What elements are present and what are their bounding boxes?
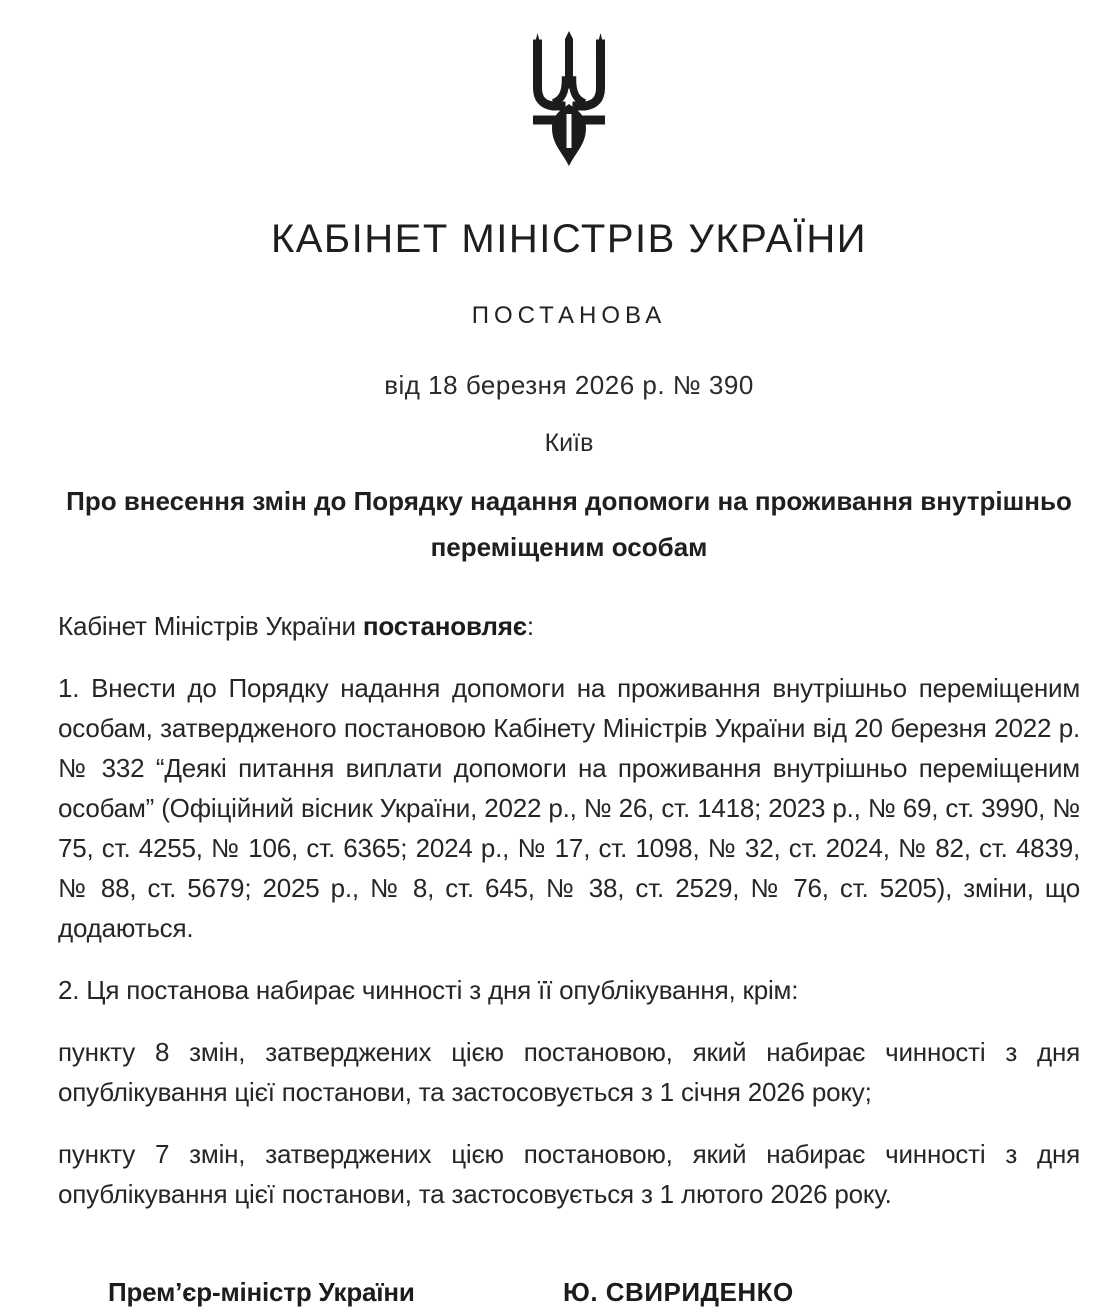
document-header (0, 30, 1113, 570)
signer-position: Прем’єр-міністр України (108, 1277, 415, 1307)
intro-bold-word: постановляє (362, 611, 527, 641)
signature-row (58, 1272, 1080, 1312)
signer-name: Ю. СВИРИДЕНКО (563, 1277, 794, 1307)
decree-title: Про внесення змін до Порядку надання допомоги на проживання внутрішньо переміщеним особам (66, 486, 1072, 562)
body-paragraph-4: пункту 7 змін, затверджених цією постановою, який набирає чинності з дня опублікування цієї постанови, та застосовується з 1 лютого 2026 року. (58, 1139, 1080, 1209)
body-paragraph-3: пункту 8 змін, затверджених цією постановою, який набирає чинності з дня опублікування цієї постанови, та застосовується з 1 січня 2026 року; (58, 1037, 1080, 1107)
decree-document-page (0, 30, 1113, 1310)
organization-name: КАБІНЕТ МІНІСТРІВ УКРАЇНИ (270, 217, 868, 261)
document-body (0, 606, 1113, 1312)
document-type-label: ПОСТАНОВА (471, 302, 667, 329)
body-paragraph-2: 2. Ця постанова набирає чинності з дня її опублікування, крім: (58, 975, 799, 1005)
intro-colon: : (526, 611, 534, 641)
date-and-number-line: від 18 березня 2026 р. № 390 (384, 370, 754, 400)
intro-prefix: Кабінет Міністрів України (58, 611, 356, 641)
city-label: Київ (544, 429, 594, 457)
body-paragraph-1: 1. Внести до Порядку надання допомоги на проживання внутрішньо переміщеним особам, затвердженого постановою Кабінету Міністрів України від 20 березня 2022 р. № 332 “Деякі питання виплати допомоги на проживання внутрішньо переміщеним особам” (Офіційний вісник України, 2022 р., № 26, ст. 1418; 2023 р., № 69, ст. 3990, № 75, ст. 4255, № 106, ст. 6365; 2024 р., № 17, ст. 1098, № 32, ст. 2024, № 82, ст. 4839, № 88, ст. 5679; 2025 р., № 8, ст. 645, № 38, ст. 2529, № 76, ст. 5205), зміни, що додаються. (58, 673, 1080, 943)
ukraine-trident-emblem-icon (525, 30, 613, 170)
intro-paragraph (58, 606, 1080, 646)
